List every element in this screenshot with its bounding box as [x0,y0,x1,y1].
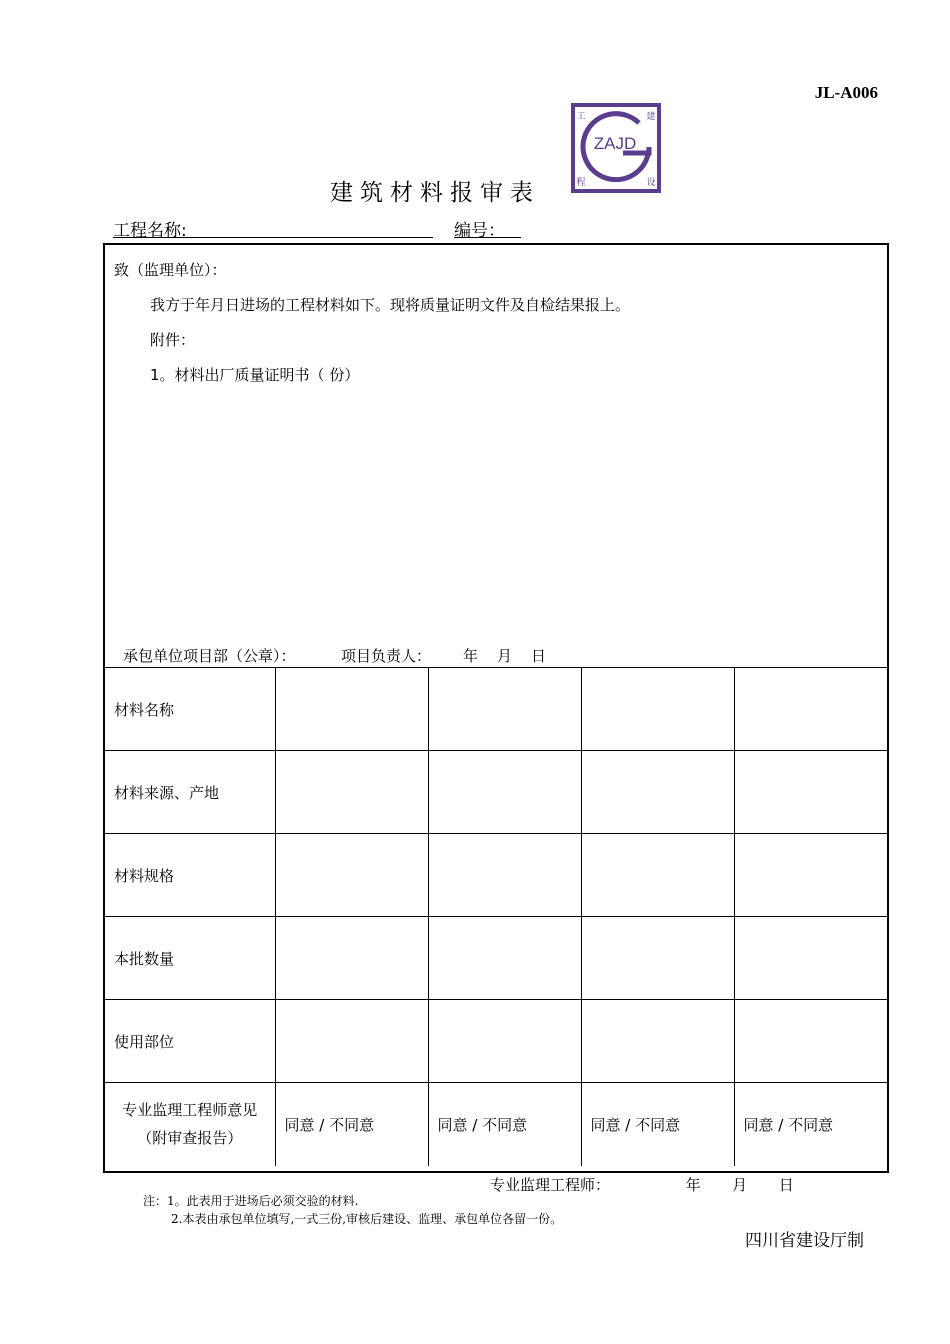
form-code: JL-A006 [814,83,878,102]
project-number-label: 编号： [454,221,505,241]
attachment-item: 1。材料出厂质量证明书（ 份） [150,366,360,384]
logo-char-1: 工 [576,112,586,122]
addressee: 致（监理单位）： [114,261,227,279]
input-cell[interactable] [275,834,428,917]
opinion-label [105,1083,275,1166]
engineer-sign-label: 专业监理工程师： [490,1176,611,1194]
input-cell[interactable] [275,917,428,1000]
issuer: 四川省建设厅制 [745,1231,864,1251]
engineer-sign-row [490,1174,794,1195]
input-cell[interactable] [581,668,734,751]
attachment-label: 附件： [150,331,196,349]
input-cell[interactable] [428,668,581,751]
row-label-usage-location: 使用部位 [105,1000,275,1083]
table-row [105,834,887,917]
date-year: 年 [463,647,479,665]
opinion-label-line2: （附审查报告） [137,1129,243,1148]
input-cell[interactable] [275,668,428,751]
input-cell[interactable] [428,1000,581,1083]
row-label-material-source: 材料来源、产地 [105,751,275,834]
opinion-option[interactable]: 同意 / 不同意 [428,1083,581,1166]
note-1: 注：1。此表用于进场后必须交验的材料. [143,1194,359,1208]
opinion-option[interactable]: 同意 / 不同意 [734,1083,887,1166]
table-row [105,1000,887,1083]
note-2: 2.本表由承包单位填写,一式三份,审核后建设、监理、承包单位各留一份。 [171,1212,563,1226]
input-cell[interactable] [581,917,734,1000]
input-cell[interactable] [275,1000,428,1083]
date-day: 日 [531,647,547,665]
page-title: 建筑材料报审表 [330,180,540,206]
manager-sign-label: 项目负责人： [341,647,432,665]
input-cell[interactable] [734,834,887,917]
input-cell[interactable] [428,917,581,1000]
project-name-label: 工程名称: [113,221,187,241]
input-cell[interactable] [734,668,887,751]
input-cell[interactable] [428,751,581,834]
opinion-option[interactable]: 同意 / 不同意 [581,1083,734,1166]
logo-char-3: 程 [576,178,586,188]
logo-char-4: 设 [646,178,656,188]
date-month: 月 [497,647,513,665]
zajd-logo [571,103,661,193]
input-cell[interactable] [734,1000,887,1083]
form-box [103,243,889,1173]
project-name-field[interactable] [113,237,433,238]
logo-char-2: 建 [646,112,656,122]
input-cell[interactable] [734,751,887,834]
row-label-batch-quantity: 本批数量 [105,917,275,1000]
footer-date-year: 年 [685,1176,701,1194]
row-label-material-name: 材料名称 [105,668,275,751]
opinion-option[interactable]: 同意 / 不同意 [275,1083,428,1166]
row-label-material-spec: 材料规格 [105,834,275,917]
input-cell[interactable] [734,917,887,1000]
table-row [105,751,887,834]
project-number-field[interactable] [454,237,521,238]
input-cell[interactable] [581,1000,734,1083]
table-row [105,668,887,751]
footer-date-month: 月 [732,1176,748,1194]
materials-table [105,667,887,1166]
table-row [105,917,887,1000]
contractor-sign-label: 承包单位项目部（公章）： [123,647,296,665]
footer-date-day: 日 [778,1176,794,1194]
logo-text: ZAJD [593,134,637,153]
input-cell[interactable] [275,751,428,834]
input-cell[interactable] [581,834,734,917]
statement-text: 我方于年月日进场的工程材料如下。现将质量证明文件及自检结果报上。 [150,296,631,314]
table-row-opinion [105,1083,887,1166]
input-cell[interactable] [428,834,581,917]
input-cell[interactable] [581,751,734,834]
opinion-label-line1: 专业监理工程师意见 [122,1101,258,1120]
